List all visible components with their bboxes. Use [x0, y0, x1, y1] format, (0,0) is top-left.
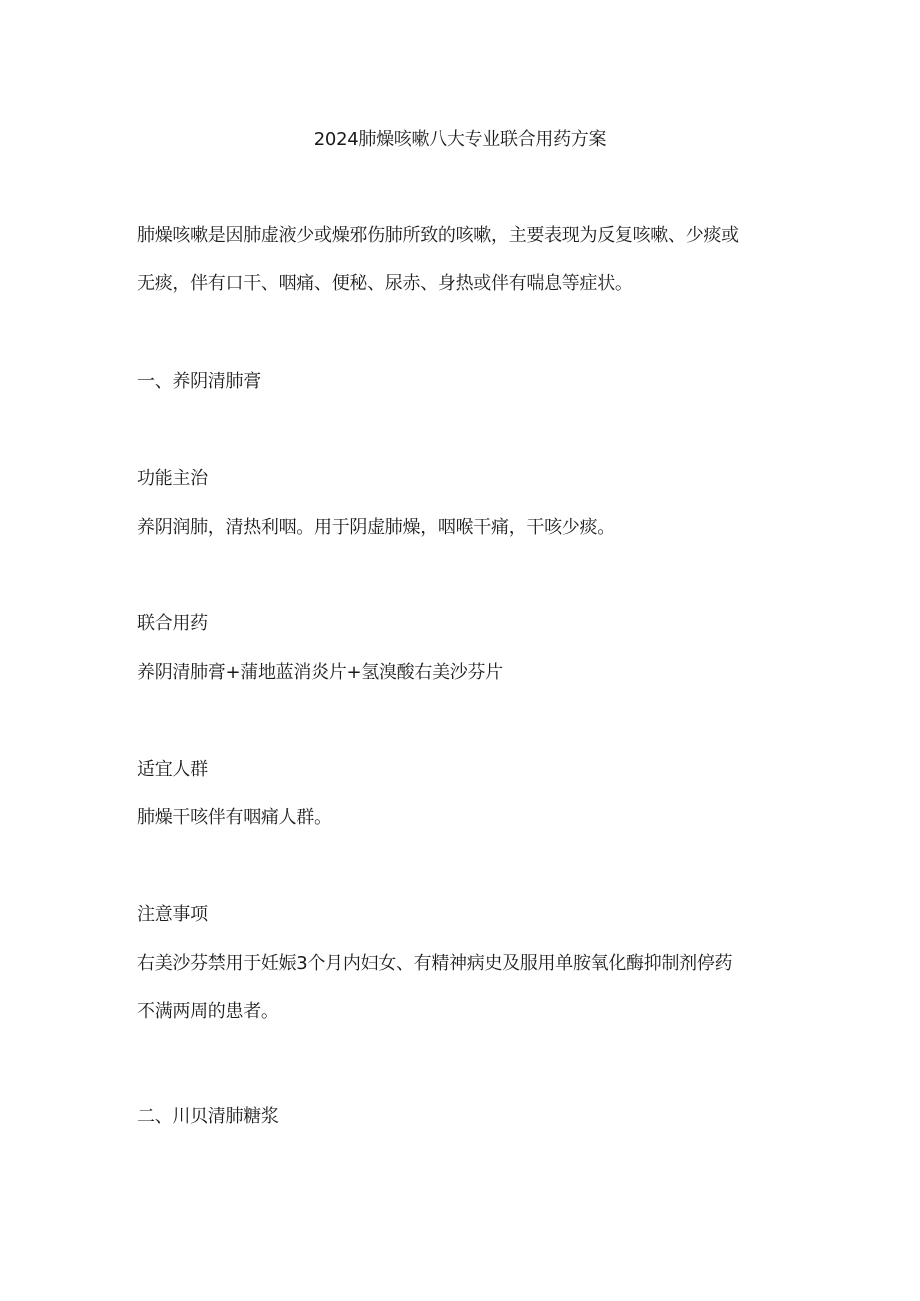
function-heading: 功能主治: [137, 468, 208, 489]
intro-line-1: 肺燥咳嗽是因肺虚液少或燥邪伤肺所致的咳嗽，主要表现为反复咳嗽、少痰或: [137, 225, 739, 246]
notes-heading: 注意事项: [137, 904, 208, 925]
intro-line-2: 无痰，伴有口干、咽痛、便秘、尿赤、身热或伴有喘息等症状。: [137, 273, 633, 294]
combo-heading: 联合用药: [137, 613, 208, 634]
section-2-heading: 二、川贝清肺糖浆: [137, 1106, 279, 1127]
function-text: 养阴润肺，清热利咽。用于阴虚肺燥，咽喉干痛，干咳少痰。: [137, 517, 615, 538]
notes-line-1: 右美沙芬禁用于妊娠3个月内妇女、有精神病史及服用单胺氧化酶抑制剂停药: [137, 953, 733, 974]
target-text: 肺燥干咳伴有咽痛人群。: [137, 807, 332, 828]
combo-text: 养阴清肺膏+蒲地蓝消炎片+氢溴酸右美沙芬片: [137, 662, 503, 683]
section-1-heading: 一、养阴清肺膏: [137, 371, 261, 392]
notes-line-2: 不满两周的患者。: [137, 1001, 279, 1022]
target-heading: 适宜人群: [137, 759, 208, 780]
document-title: 2024肺燥咳嗽八大专业联合用药方案: [313, 129, 607, 150]
